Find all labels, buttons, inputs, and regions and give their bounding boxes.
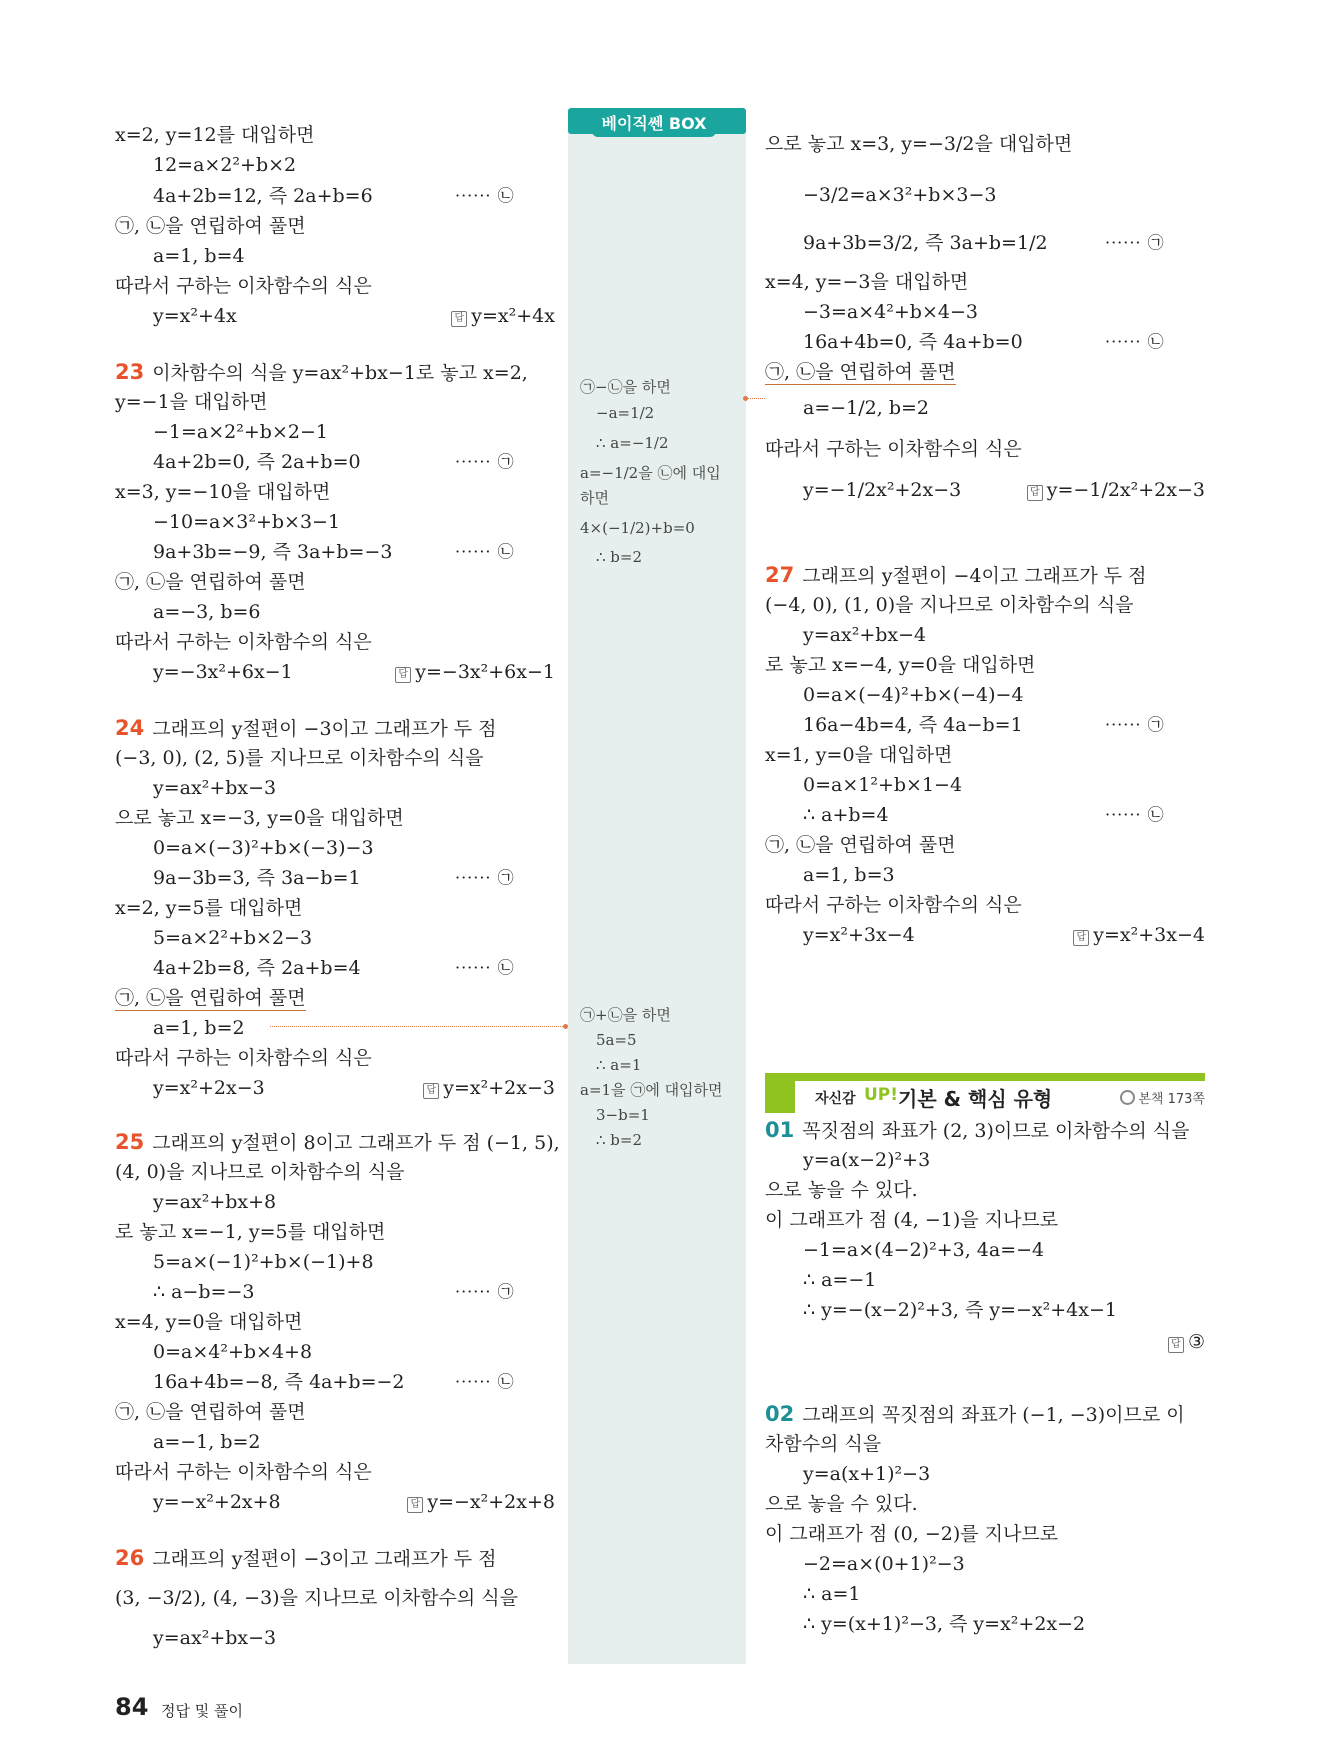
- solution-line: [765, 1462, 930, 1486]
- solution-line: [115, 746, 484, 770]
- side-note-line: a=1을 ㉠에 대입하면: [580, 1081, 723, 1099]
- problem-number: 26: [115, 1546, 145, 1570]
- equation-marker: ······ ㉡: [455, 186, 515, 205]
- line-text: ∴ a=−1: [803, 1269, 877, 1291]
- equation-marker: ······ ㉠: [455, 1282, 515, 1301]
- line-text: x=2, y=12를 대입하면: [115, 124, 315, 146]
- solution-line: [765, 773, 962, 797]
- solution-line: [115, 1430, 261, 1454]
- solution-line: [115, 184, 373, 208]
- answer: [423, 1076, 555, 1100]
- line-text: ㉠, ㉡을 연립하여 풀면: [765, 834, 956, 856]
- solution-line: [115, 1586, 518, 1610]
- side-note-line: ∴ a=1: [596, 1056, 642, 1074]
- solution-line: [115, 450, 361, 474]
- section-header: [765, 1073, 1205, 1113]
- line-text: −3/2=a×3²+b×3−3: [803, 184, 997, 206]
- solution-line: [115, 1250, 374, 1274]
- solution-line: [115, 1626, 276, 1650]
- problem-number: 01: [765, 1118, 795, 1142]
- line-text: (−3, 0), (2, 5)를 지나므로 이차함수의 식을: [115, 747, 484, 769]
- line-text: 로 놓고 x=−1, y=5를 대입하면: [115, 1221, 386, 1243]
- solution-line: [765, 330, 1023, 354]
- solution-line: [115, 1460, 372, 1484]
- line-text: 0=a×(−4)²+b×(−4)−4: [803, 684, 1024, 706]
- solution-line: [115, 866, 361, 890]
- solution-line: [115, 836, 374, 860]
- solution-line: [115, 1046, 372, 1070]
- answer: [1073, 923, 1205, 947]
- solution-line: [765, 713, 1023, 737]
- line-text: (3, −3/2), (4, −3)을 지나므로 이차함수의 식을: [115, 1587, 518, 1609]
- solution-line: [765, 863, 895, 887]
- line-text: 16a+4b=−8, 즉 4a+b=−2: [153, 1371, 405, 1393]
- line-text: 5=a×(−1)²+b×(−1)+8: [153, 1251, 374, 1273]
- line-text: (−4, 0), (1, 0)을 지나므로 이차함수의 식을: [765, 594, 1134, 616]
- line-text: 4a+2b=12, 즉 2a+b=6: [153, 185, 373, 207]
- line-text: ∴ y=−(x−2)²+3, 즉 y=−x²+4x−1: [803, 1299, 1117, 1321]
- line-text: y=ax²+bx−3: [153, 1627, 277, 1649]
- line-text: −10=a×3²+b×3−1: [153, 511, 341, 533]
- problem-header: [115, 1546, 497, 1571]
- line-text: y=ax²+bx+8: [153, 1191, 277, 1213]
- solution-line: [115, 570, 306, 594]
- answer-text: y=−3x²+6x−1: [415, 661, 555, 683]
- solution-line: [765, 593, 1134, 617]
- section-bar: [765, 1073, 1205, 1081]
- solution-line: [115, 420, 328, 444]
- section-bar-tab: [765, 1073, 795, 1113]
- line-text: y=−3x²+6x−1: [153, 661, 293, 683]
- line-text: y=x²+3x−4: [803, 924, 915, 946]
- line-text: 이 그래프가 점 (0, −2)를 지나므로: [765, 1523, 1059, 1545]
- solution-line: [115, 214, 306, 238]
- line-text: y=ax²+bx−3: [153, 777, 277, 799]
- line-text: 으로 놓고 x=3, y=−3/2을 대입하면: [765, 133, 1073, 155]
- line-text: 4a+2b=0, 즉 2a+b=0: [153, 451, 361, 473]
- solution-line: [765, 743, 952, 767]
- line-text: 0=a×1²+b×1−4: [803, 774, 963, 796]
- side-note-line: −a=1/2: [596, 404, 655, 422]
- answer: [1027, 478, 1205, 502]
- line-text: 이 그래프가 점 (4, −1)을 지나므로: [765, 1209, 1059, 1231]
- line-text: 그래프의 y절편이 8이고 그래프가 두 점 (−1, 5),: [152, 1132, 560, 1154]
- footer-label: 정답 및 풀이: [161, 1702, 243, 1720]
- line-text: x=4, y=0을 대입하면: [115, 1311, 303, 1333]
- equation-marker: ······ ㉡: [1105, 805, 1165, 824]
- answer-text: y=x²+3x−4: [1093, 924, 1205, 946]
- answer-icon: 답: [407, 1497, 423, 1513]
- line-text: 로 놓고 x=−4, y=0을 대입하면: [765, 654, 1036, 676]
- solution-line: [765, 231, 1048, 255]
- side-note-line: 5a=5: [596, 1031, 637, 1049]
- equation-marker: ······ ㉡: [455, 542, 515, 561]
- solution-line: [115, 510, 340, 534]
- solution-line: [115, 1310, 302, 1334]
- line-text: ㉠, ㉡을 연립하여 풀면: [115, 571, 306, 593]
- answer-text: ③: [1187, 1331, 1205, 1353]
- equation-marker: ······ ㉡: [455, 1372, 515, 1391]
- solution-line: [765, 803, 889, 827]
- line-text: ∴ a−b=−3: [153, 1281, 255, 1303]
- line-text: a=1, b=4: [153, 245, 245, 267]
- line-text: a=−3, b=6: [153, 601, 261, 623]
- solution-line: [115, 630, 372, 654]
- line-text: ∴ y=(x+1)²−3, 즉 y=x²+2x−2: [803, 1613, 1086, 1635]
- problem-header: [765, 1402, 1185, 1427]
- answer-icon: 답: [1027, 485, 1043, 501]
- equation-marker: ······ ㉠: [1105, 715, 1165, 734]
- solution-line: [115, 926, 312, 950]
- equation-marker: ······ ㉡: [1105, 332, 1165, 351]
- side-note-line: a=−1/2을 ㉡에 대입: [580, 464, 721, 482]
- line-text: y=−1/2x²+2x−3: [803, 479, 962, 501]
- solution-line: [765, 478, 961, 502]
- section-label-confidence: 자신감: [815, 1091, 856, 1107]
- line-text: ㉠, ㉡을 연립하여 풀면: [115, 1401, 306, 1423]
- connector-dot-24: [563, 1024, 568, 1029]
- solution-line: [115, 956, 361, 980]
- line-text: x=3, y=−10을 대입하면: [115, 481, 331, 503]
- answer-text: y=x²+4x: [471, 305, 555, 327]
- problem-number: 24: [115, 716, 145, 740]
- solution-line: [115, 1280, 254, 1304]
- answer: [1168, 1330, 1205, 1354]
- side-panel: [568, 116, 746, 1664]
- solution-line: [765, 1612, 1085, 1636]
- solution-line: [765, 1522, 1058, 1546]
- problem-header: [115, 1130, 560, 1155]
- line-text: 그래프의 꼭짓점의 좌표가 (−1, −3)이므로 이: [802, 1404, 1185, 1426]
- line-text: 꼭짓점의 좌표가 (2, 3)이므로 이차함수의 식을: [802, 1120, 1190, 1142]
- connector-24: [270, 1026, 565, 1027]
- answer-icon: 답: [1073, 930, 1089, 946]
- line-text: 5=a×2²+b×2−3: [153, 927, 313, 949]
- equation-marker: ······ ㉠: [1105, 233, 1165, 252]
- connector-23: [746, 398, 765, 399]
- solution-line: [115, 1400, 306, 1424]
- solution-line: [115, 390, 267, 414]
- solution-line: [115, 274, 372, 298]
- line-text: ㉠, ㉡을 연립하여 풀면: [115, 215, 306, 237]
- line-text: ∴ a=1: [803, 1583, 861, 1605]
- line-text: 으로 놓을 수 있다.: [765, 1493, 918, 1515]
- solution-line: [765, 270, 968, 294]
- line-text: a=−1/2, b=2: [803, 397, 929, 419]
- solution-line: [765, 653, 1035, 677]
- line-text: 9a−3b=3, 즉 3a−b=1: [153, 867, 361, 889]
- line-text: ㉠, ㉡을 연립하여 풀면: [765, 361, 956, 383]
- line-text: 12=a×2²+b×2: [153, 154, 297, 176]
- line-text: 따라서 구하는 이차함수의 식은: [765, 438, 1022, 460]
- answer-icon: 답: [1168, 1337, 1184, 1353]
- problem-header: [115, 360, 528, 385]
- solution-line: [765, 1492, 918, 1516]
- line-text: 0=a×(−3)²+b×(−3)−3: [153, 837, 374, 859]
- solution-line: [115, 1340, 312, 1364]
- side-note-line: 하면: [580, 489, 609, 507]
- solution-line: [115, 1370, 405, 1394]
- problem-number: 02: [765, 1402, 795, 1426]
- solution-line: [115, 986, 306, 1010]
- line-text: y=ax²+bx−4: [803, 624, 927, 646]
- line-text: ㉠, ㉡을 연립하여 풀면: [115, 987, 306, 1009]
- solution-line: [765, 1148, 930, 1172]
- side-note-line: 4×(−1/2)+b=0: [580, 519, 695, 537]
- solution-line: [765, 1582, 860, 1606]
- solution-line: [765, 1298, 1117, 1322]
- solution-line: [115, 1160, 404, 1184]
- line-text: x=2, y=5를 대입하면: [115, 897, 303, 919]
- solution-line: [115, 600, 261, 624]
- problem-header: [115, 716, 497, 741]
- solution-line: [765, 183, 996, 207]
- equation-marker: ······ ㉠: [455, 868, 515, 887]
- solution-line: [765, 923, 915, 947]
- ref-icon: [1120, 1090, 1135, 1105]
- answer-icon: 답: [451, 311, 467, 327]
- side-note-line: 3−b=1: [596, 1106, 650, 1124]
- solution-line: [115, 1220, 385, 1244]
- line-text: y=x²+2x−3: [153, 1077, 265, 1099]
- solution-line: [115, 1076, 265, 1100]
- problem-number: 23: [115, 360, 145, 384]
- answer-icon: 답: [423, 1083, 439, 1099]
- line-text: 그래프의 y절편이 −3이고 그래프가 두 점: [152, 1548, 497, 1570]
- solution-line: [765, 833, 956, 857]
- solution-line: [115, 540, 392, 564]
- solution-line: [765, 1238, 1044, 1262]
- solution-line: [115, 776, 276, 800]
- line-text: a=−1, b=2: [153, 1431, 261, 1453]
- solution-line: [115, 1190, 276, 1214]
- solution-line: [765, 300, 978, 324]
- equation-marker: ······ ㉡: [455, 958, 515, 977]
- side-note-line: ∴ a=−1/2: [596, 434, 669, 452]
- line-text: 으로 놓고 x=−3, y=0을 대입하면: [115, 807, 404, 829]
- line-text: −3=a×4²+b×4−3: [803, 301, 978, 323]
- line-text: 0=a×4²+b×4+8: [153, 1341, 313, 1363]
- answer: [395, 660, 555, 684]
- line-text: 따라서 구하는 이차함수의 식은: [765, 894, 1022, 916]
- line-text: 차함수의 식을: [765, 1433, 882, 1455]
- line-text: y=−x²+2x+8: [153, 1491, 281, 1513]
- solution-line: [765, 623, 926, 647]
- line-text: 따라서 구하는 이차함수의 식은: [115, 275, 372, 297]
- answer-text: y=−1/2x²+2x−3: [1046, 479, 1205, 501]
- section-title: 기본 & 핵심 유형: [898, 1087, 1053, 1111]
- solution-line: [115, 1016, 245, 1040]
- side-note-line: ∴ b=2: [596, 1131, 643, 1149]
- side-note-line: ∴ b=2: [596, 548, 643, 566]
- solution-line: [115, 304, 237, 328]
- problem-header: [765, 563, 1147, 588]
- line-text: −2=a×(0+1)²−3: [803, 1553, 965, 1575]
- line-text: −1=a×(4−2)²+3, 4a=−4: [803, 1239, 1045, 1261]
- line-text: y=−1을 대입하면: [115, 391, 268, 413]
- answer-text: y=−x²+2x+8: [427, 1491, 555, 1513]
- side-note-line: ㉠−㉡을 하면: [580, 378, 671, 396]
- section-ref: [1120, 1088, 1205, 1107]
- line-text: ∴ a+b=4: [803, 804, 889, 826]
- solution-line: [115, 153, 296, 177]
- solution-line: [115, 660, 293, 684]
- answer-icon: 답: [395, 667, 411, 683]
- line-text: 따라서 구하는 이차함수의 식은: [115, 631, 372, 653]
- solution-line: [765, 893, 1022, 917]
- solution-line: [765, 437, 1022, 461]
- solution-line: [765, 683, 1024, 707]
- solution-line: [765, 1178, 918, 1202]
- page-number: 84: [115, 1693, 149, 1721]
- line-text: 9a+3b=3/2, 즉 3a+b=1/2: [803, 232, 1048, 254]
- answer: [407, 1490, 555, 1514]
- line-text: 으로 놓을 수 있다.: [765, 1179, 918, 1201]
- solution-line: [115, 123, 314, 147]
- solution-line: [115, 896, 302, 920]
- solution-line: [115, 244, 245, 268]
- solution-line: [765, 1268, 876, 1292]
- solution-line: [115, 480, 330, 504]
- line-text: 4a+2b=8, 즉 2a+b=4: [153, 957, 361, 979]
- solution-line: [115, 806, 404, 830]
- problem-header: [765, 1118, 1190, 1143]
- line-text: 16a−4b=4, 즉 4a−b=1: [803, 714, 1023, 736]
- side-box-title: 베이직쎈 BOX: [592, 111, 716, 137]
- connector-dot-23: [743, 396, 748, 401]
- problem-number: 25: [115, 1130, 145, 1154]
- line-text: a=1, b=2: [153, 1017, 245, 1039]
- line-text: 그래프의 y절편이 −3이고 그래프가 두 점: [152, 718, 497, 740]
- line-text: x=4, y=−3을 대입하면: [765, 271, 969, 293]
- line-text: 따라서 구하는 이차함수의 식은: [115, 1461, 372, 1483]
- equation-marker: ······ ㉠: [455, 452, 515, 471]
- section-ref-text: 본책 173쪽: [1138, 1092, 1205, 1107]
- answer: [451, 304, 555, 328]
- solution-line: [765, 1208, 1058, 1232]
- line-text: 그래프의 y절편이 −4이고 그래프가 두 점: [802, 565, 1147, 587]
- section-label-up: UP!: [864, 1085, 899, 1105]
- line-text: y=a(x+1)²−3: [803, 1463, 931, 1485]
- line-text: 이차함수의 식을 y=ax²+bx−1로 놓고 x=2,: [152, 362, 528, 384]
- solution-line: [765, 396, 929, 420]
- solution-line: [765, 1432, 881, 1456]
- line-text: x=1, y=0을 대입하면: [765, 744, 953, 766]
- solution-line: [765, 1552, 965, 1576]
- solution-line: [765, 132, 1072, 156]
- line-text: 16a+4b=0, 즉 4a+b=0: [803, 331, 1023, 353]
- line-text: 9a+3b=−9, 즉 3a+b=−3: [153, 541, 393, 563]
- answer-text: y=x²+2x−3: [443, 1077, 555, 1099]
- line-text: −1=a×2²+b×2−1: [153, 421, 328, 443]
- solution-line: [765, 360, 956, 384]
- line-text: (4, 0)을 지나므로 이차함수의 식을: [115, 1161, 405, 1183]
- line-text: y=x²+4x: [153, 305, 237, 327]
- side-note-line: ㉠+㉡을 하면: [580, 1006, 671, 1024]
- problem-number: 27: [765, 563, 795, 587]
- line-text: a=1, b=3: [803, 864, 895, 886]
- line-text: 따라서 구하는 이차함수의 식은: [115, 1047, 372, 1069]
- solution-line: [115, 1490, 281, 1514]
- line-text: y=a(x−2)²+3: [803, 1149, 931, 1171]
